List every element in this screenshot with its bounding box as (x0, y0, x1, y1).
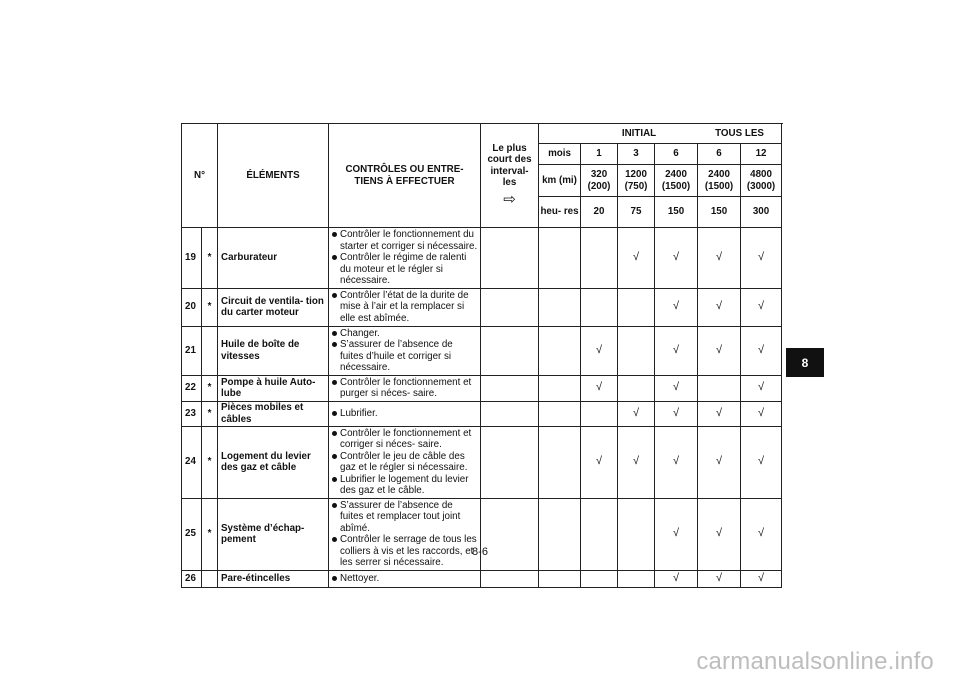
check-mark: √ (698, 288, 741, 326)
interval-empty (539, 288, 581, 326)
header-every: TOUS LES (698, 124, 782, 144)
interval-value: 3 (618, 144, 655, 165)
dealer-asterisk: * (202, 498, 218, 570)
item-name: Pompe à huile Auto- lube (218, 375, 329, 401)
header-initial: INITIAL (581, 124, 698, 144)
item-actions (329, 326, 481, 375)
check-mark: √ (655, 570, 698, 587)
header-interval (481, 124, 539, 228)
check-mark: √ (741, 426, 782, 498)
check-mark: √ (698, 426, 741, 498)
action-item: Lubrifier le logement du levier des gaz et le câble. (331, 474, 478, 497)
dealer-asterisk: * (202, 288, 218, 326)
interval-empty (481, 228, 539, 289)
dealer-asterisk: * (202, 375, 218, 401)
dealer-asterisk: * (202, 426, 218, 498)
arrow-right-icon: ⇨ (503, 190, 516, 208)
check-mark: √ (698, 401, 741, 426)
check-mark: √ (741, 228, 782, 289)
check-mark: √ (618, 228, 655, 289)
action-list (331, 328, 478, 374)
table-row (182, 498, 782, 570)
action-item: Contrôler le fonctionnement et corriger si néces- saire. (331, 428, 478, 451)
check-mark: √ (655, 228, 698, 289)
item-name: Système d’échap- pement (218, 498, 329, 570)
item-actions (329, 570, 481, 587)
check-mark: √ (655, 326, 698, 375)
interval-empty (539, 426, 581, 498)
interval-value: 6 (698, 144, 741, 165)
header-num: N° (182, 124, 218, 228)
table-row (182, 326, 782, 375)
page-number: 8-6 (472, 546, 488, 558)
check-mark: √ (741, 570, 782, 587)
interval-empty (481, 401, 539, 426)
table-row (182, 288, 782, 326)
check-mark: √ (581, 326, 618, 375)
check-mark: √ (741, 326, 782, 375)
item-actions (329, 228, 481, 289)
check-mark (581, 228, 618, 289)
interval-empty (539, 401, 581, 426)
item-number: 24 (182, 426, 202, 498)
item-number: 25 (182, 498, 202, 570)
check-mark (581, 570, 618, 587)
action-list (331, 229, 478, 287)
interval-empty (481, 498, 539, 570)
check-mark (618, 570, 655, 587)
check-mark: √ (581, 426, 618, 498)
item-number: 22 (182, 375, 202, 401)
action-item: S’assurer de l’absence de fuites d’huile et corriger si nécessaire. (331, 339, 478, 374)
item-name: Pare-étincelles (218, 570, 329, 587)
header-elements: ÉLÉMENTS (218, 124, 329, 228)
interval-value: 4800 (3000) (741, 165, 782, 197)
table-row (182, 426, 782, 498)
interval-value: 2400 (1500) (655, 165, 698, 197)
table-row (182, 570, 782, 587)
action-list (331, 573, 478, 585)
interval-value: 6 (655, 144, 698, 165)
item-name: Logement du levier des gaz et câble (218, 426, 329, 498)
dealer-asterisk (202, 326, 218, 375)
interval-empty (539, 498, 581, 570)
check-mark: √ (655, 426, 698, 498)
maintenance-table (181, 123, 782, 588)
table-row (182, 375, 782, 401)
check-mark: √ (698, 498, 741, 570)
item-name: Circuit de ventila- tion du carter moteur (218, 288, 329, 326)
interval-value: 1200 (750) (618, 165, 655, 197)
action-item: Contrôler l’état de la durite de mise à l’air et la remplacer si elle est abîmée. (331, 290, 478, 325)
interval-empty (481, 426, 539, 498)
check-mark: √ (698, 326, 741, 375)
action-item: Contrôler le serrage de tous les colliers à vis et les raccords, et les serrer si nécessaire. (331, 534, 478, 569)
check-mark: √ (655, 401, 698, 426)
interval-value: 20 (581, 197, 618, 228)
interval-value: 300 (741, 197, 782, 228)
check-mark (698, 375, 741, 401)
interval-value: 320 (200) (581, 165, 618, 197)
check-mark (618, 288, 655, 326)
watermark: carmanualsonline.info (696, 648, 934, 675)
header-interval-label: Le plus court des interval- les (487, 142, 532, 188)
action-list (331, 500, 478, 569)
action-list (331, 408, 478, 420)
check-mark: √ (698, 228, 741, 289)
check-mark: √ (655, 375, 698, 401)
table-row (182, 401, 782, 426)
check-mark: √ (698, 570, 741, 587)
item-number: 26 (182, 570, 202, 587)
item-name: Carburateur (218, 228, 329, 289)
item-name: Huile de boîte de vitesses (218, 326, 329, 375)
item-actions (329, 401, 481, 426)
chapter-tab: 8 (786, 348, 824, 377)
item-actions (329, 375, 481, 401)
check-mark: √ (581, 375, 618, 401)
check-mark (618, 326, 655, 375)
interval-value: 150 (655, 197, 698, 228)
interval-empty (481, 326, 539, 375)
interval-value: 75 (618, 197, 655, 228)
item-actions (329, 498, 481, 570)
dealer-asterisk: * (202, 228, 218, 289)
action-item: Contrôler le fonctionnement et purger si néces- saire. (331, 377, 478, 400)
check-mark: √ (741, 498, 782, 570)
item-number: 20 (182, 288, 202, 326)
interval-empty (539, 570, 581, 587)
item-number: 19 (182, 228, 202, 289)
action-item: Contrôler le régime de ralenti du moteur et le régler si nécessaire. (331, 252, 478, 287)
check-mark: √ (655, 288, 698, 326)
action-item: Changer. (331, 328, 478, 340)
action-list (331, 428, 478, 497)
interval-value: 12 (741, 144, 782, 165)
check-mark (581, 401, 618, 426)
table-row (182, 228, 782, 289)
interval-empty (539, 326, 581, 375)
check-mark: √ (618, 401, 655, 426)
check-mark (618, 375, 655, 401)
unit-label: heu- res (539, 197, 581, 228)
interval-value: 1 (581, 144, 618, 165)
action-list (331, 290, 478, 325)
check-mark (618, 498, 655, 570)
interval-empty (481, 288, 539, 326)
check-mark: √ (741, 375, 782, 401)
action-item: Contrôler le fonctionnement du starter et corriger si nécessaire. (331, 229, 478, 252)
interval-empty (539, 228, 581, 289)
check-mark: √ (618, 426, 655, 498)
check-mark (581, 498, 618, 570)
dealer-asterisk: * (202, 401, 218, 426)
unit-label: mois (539, 144, 581, 165)
interval-empty (481, 375, 539, 401)
header-controls: CONTRÔLES OU ENTRE- TIENS À EFFECTUER (329, 124, 481, 228)
action-item: S’assurer de l’absence de fuites et remplacer tout joint abîmé. (331, 500, 478, 535)
dealer-asterisk (202, 570, 218, 587)
item-actions (329, 426, 481, 498)
action-item: Contrôler le jeu de câble des gaz et le régler si nécessaire. (331, 451, 478, 474)
action-item: Nettoyer. (331, 573, 478, 585)
item-name: Pièces mobiles et câbles (218, 401, 329, 426)
check-mark: √ (741, 401, 782, 426)
action-item: Lubrifier. (331, 408, 478, 420)
action-list (331, 377, 478, 400)
interval-value: 2400 (1500) (698, 165, 741, 197)
check-mark: √ (655, 498, 698, 570)
interval-empty (539, 375, 581, 401)
unit-label: km (mi) (539, 165, 581, 197)
interval-empty (481, 570, 539, 587)
item-actions (329, 288, 481, 326)
item-number: 21 (182, 326, 202, 375)
item-number: 23 (182, 401, 202, 426)
interval-value: 150 (698, 197, 741, 228)
check-mark (581, 288, 618, 326)
check-mark: √ (741, 288, 782, 326)
